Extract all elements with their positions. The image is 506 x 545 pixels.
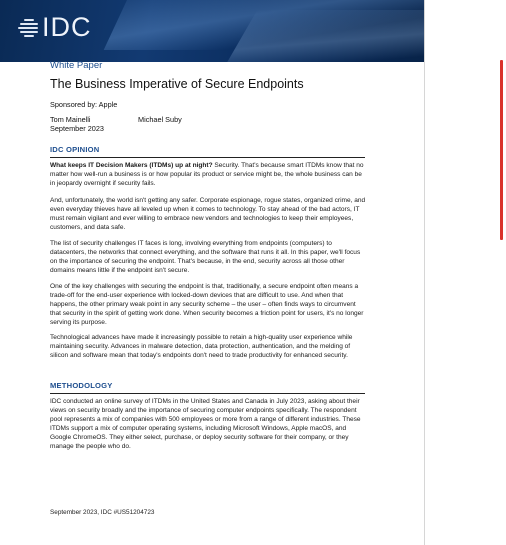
sponsor-line: Sponsored by: Apple — [50, 100, 118, 109]
opinion-paragraph: The list of security challenges IT faces is long, involving everything from endpoints (computers) to datacenters, the networks that connect everything, and the software that runs it all. In this paper, we'll focus on the importance of securing the endpoint. That's because, in the end, security across all those other domains means little if the endpoint isn't secure. — [50, 240, 361, 274]
opinion-paragraph: And, unfortunately, the world isn't getting any safer. Corporate espionage, rogue states, organized crime, and even everyday thieves have all leveled up when it comes to technology. To stay ahead of the bad actors, IT must remain vigilant and ever willing to embrace new vendors and technologies to keep their employees, customers, and data safe. — [50, 197, 366, 231]
author-name: Tom Mainelli — [50, 115, 91, 124]
opinion-paragraph: One of the key challenges with securing the endpoint is that, traditionally, a secure endpoint often means a trade-off for the end-user experience with locked-down devices that are difficult to use. And when that happens, the other primary weak point in any security scheme – the user – often finds ways to circumvent that security in the spirit of getting work done. When security becomes a friction point for users, it's no longer serving its purpose. — [50, 283, 364, 326]
methodology-paragraph: IDC conducted an online survey of ITDMs in the United States and Canada in July 2023, asking about their views on security broadly and the importance of securing computer endpoints specifically. The respondent pool represents a mix of companies with 500 employees or more from a range of different industries. These ITDMs support a mix of computer operating systems, including Microsoft Windows, Apple macOS, and Google ChromeOS. They either select, purchase, or deploy security software for their company, or they manage the people who do. — [50, 398, 361, 450]
header-banner — [0, 0, 424, 62]
author-name: Michael Suby — [138, 115, 182, 124]
opinion-lead-question: What keeps IT Decision Makers (ITDMs) up at night? — [50, 162, 213, 169]
document-title: The Business Imperative of Secure Endpoints — [50, 77, 304, 91]
idc-logo-text: IDC — [42, 12, 92, 42]
scroll-position-indicator[interactable] — [500, 60, 503, 240]
opinion-paragraph: Technological advances have made it increasingly possible to retain a high-quality user experience while maintaining security. Advances in malware detection, data protection, authentication, and the melding of silicon and software mean that today's endpoints don't need to trade productivity for enhanced security. — [50, 334, 353, 359]
opinion-lead-text: Security. That's because smart ITDMs know that no matter how well-run a business is or how popular its product or service might be, the whole business can be in jeopardy overnight if security fails. — [50, 162, 364, 187]
idc-logo — [18, 12, 92, 42]
section-heading-methodology: METHODOLOGY — [50, 381, 365, 394]
opinion-paragraph — [50, 162, 368, 189]
document-type-label: White Paper — [50, 60, 103, 71]
publication-date: September 2023 — [50, 124, 104, 133]
section-heading-opinion: IDC OPINION — [50, 145, 365, 158]
document-footer: September 2023, IDC #US51204723 — [50, 509, 155, 516]
idc-globe-icon — [18, 16, 40, 38]
